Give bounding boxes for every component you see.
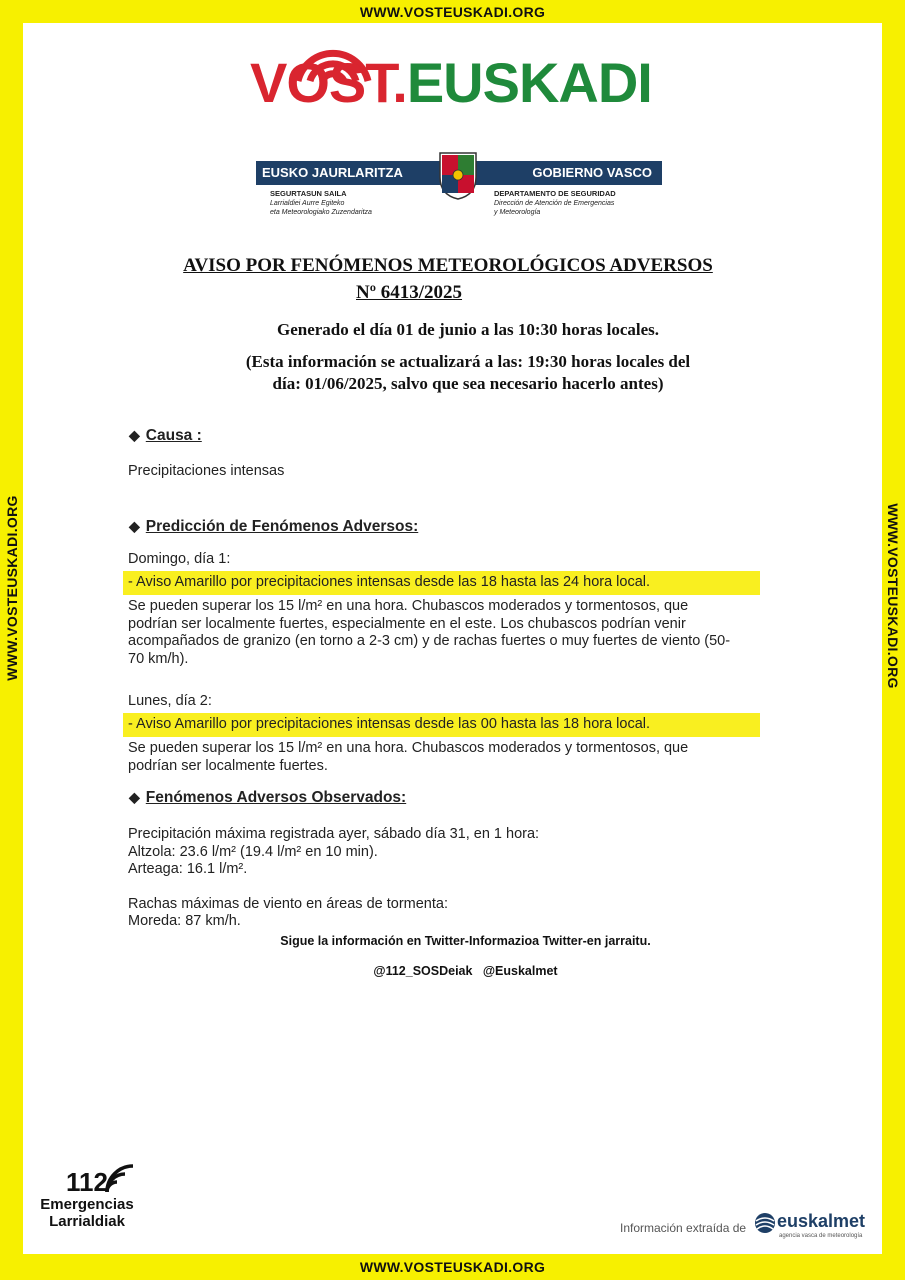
logo-vost: VOST (250, 51, 393, 114)
document-page (23, 23, 882, 1254)
observed-heading (129, 789, 406, 807)
update-line-1: (Esta información se actualizará a las: 19:30 horas locales del (245, 352, 691, 371)
update-notice (198, 351, 738, 395)
euskalmet-name: euskalmet (777, 1211, 866, 1231)
gov-right-sub1: Dirección de Atención de Emergencias (494, 200, 615, 207)
diamond-bullet-icon: ◆ (129, 518, 140, 534)
page-title: AVISO POR FENÓMENOS METEOROLÓGICOS ADVERSOS (183, 255, 713, 276)
emergencias-112-logo (27, 1168, 147, 1248)
source-note: Información extraída de (620, 1221, 747, 1235)
observed-line-2: Altzola: 23.6 l/m² (19.4 l/m² en 10 min). (128, 843, 378, 860)
day1-line-3: acompañados de granizo (en torno a 2-3 cm) y de rachas fuertes o muy fuertes de viento (50- (128, 633, 731, 649)
day2-description (128, 740, 768, 775)
gov-left-sub1: Larrialdiei Aurre Egiteko (270, 200, 345, 207)
day1-line-4: 70 km/h). (128, 650, 189, 667)
frame-url-top[interactable]: WWW.VOSTEUSKADI.ORG (359, 4, 546, 20)
day1-line-2: podrían ser localmente fuertes, especialmente en el este. Los chubascos podrían venir (128, 615, 686, 632)
gov-right-subtitle (494, 189, 616, 217)
day2-label: Lunes, día 2: (128, 693, 212, 709)
gov-right-title: GOBIERNO VASCO (532, 165, 652, 180)
frame-url-left: WWW.VOSTEUSKADI.ORG (4, 495, 20, 681)
euskalmet-tagline: agencia vasca de meteorología (779, 1233, 863, 1239)
cause-text: Precipitaciones intensas (128, 463, 285, 479)
follow-twitter-text: Sigue la información en Twitter-Informazioa Twitter-en jarraitu. (280, 934, 651, 948)
frame-url-bottom[interactable]: WWW.VOSTEUSKADI.ORG (359, 1259, 546, 1275)
logo112-number: 112 (66, 1167, 108, 1197)
observed-line-4: Rachas máximas de viento en áreas de tormenta: (128, 895, 448, 912)
gov-left-subtitle (270, 189, 372, 217)
cause-heading (129, 427, 202, 445)
observed-line-5: Moreda: 87 km/h. (128, 913, 241, 929)
gov-left-title: EUSKO JAURLARITZA (262, 165, 403, 180)
euskalmet-logo[interactable] (751, 1211, 881, 1245)
gov-right-sub2: y Meteorología (494, 209, 541, 216)
observed-details (128, 826, 768, 931)
day1-label: Domingo, día 1: (128, 551, 231, 567)
gov-left-dept: SEGURTASUN SAILA (270, 189, 347, 198)
prediction-heading (129, 518, 418, 536)
observed-heading-text: Fenómenos Adversos Observados: (145, 789, 407, 806)
logo112-line-2: Larrialdiak (49, 1213, 125, 1230)
gobierno-vasco-banner (256, 161, 662, 219)
vost-euskadi-logo (250, 43, 650, 123)
generated-timestamp: Generado el día 01 de junio a las 10:30 horas locales. (276, 320, 660, 339)
signal-waves-icon (103, 1162, 139, 1196)
logo-euskadi: EUSKADI (406, 51, 652, 114)
day1-line-1: Se pueden superar los 15 l/m² en una hora. Chubascos moderados y tormentosos, que (128, 598, 689, 614)
gov-right-dept: DEPARTAMENTO DE SEGURIDAD (494, 189, 616, 198)
day2-warning: - Aviso Amarillo por precipitaciones intensas desde las 00 hasta las 18 hora local. (123, 713, 760, 737)
day1-warning: - Aviso Amarillo por precipitaciones intensas desde las 18 hasta las 24 hora local. (123, 571, 760, 595)
update-line-2: día: 01/06/2025, salvo que sea necesario hacerlo antes) (272, 374, 664, 393)
observed-line-1: Precipitación máxima registrada ayer, sábado día 31, en 1 hora: (128, 826, 540, 842)
day2-line-1: Se pueden superar los 15 l/m² en una hora. Chubascos moderados y tormentosos, que (128, 740, 689, 756)
coat-of-arms-icon (434, 149, 482, 201)
logo112-line-1: Emergencias (40, 1196, 134, 1213)
gov-left-sub2: eta Meteorologiako Zuzendaritza (270, 209, 372, 216)
day1-description (128, 598, 768, 668)
logo-dot: . (392, 51, 407, 114)
warning-number: Nº 6413/2025 (356, 282, 463, 303)
frame-url-right: WWW.VOSTEUSKADI.ORG (885, 503, 901, 689)
observed-line-3: Arteaga: 16.1 l/m². (128, 861, 248, 877)
day2-line-2: podrían ser localmente fuertes. (128, 757, 328, 774)
globe-icon (753, 1211, 777, 1235)
twitter-handles[interactable]: @112_SOSDeiak @Euskalmet (373, 964, 558, 978)
cause-heading-text: Causa : (145, 427, 202, 444)
diamond-bullet-icon: ◆ (129, 427, 140, 443)
diamond-bullet-icon: ◆ (129, 789, 140, 805)
prediction-heading-text: Predicción de Fenómenos Adversos: (145, 518, 419, 535)
